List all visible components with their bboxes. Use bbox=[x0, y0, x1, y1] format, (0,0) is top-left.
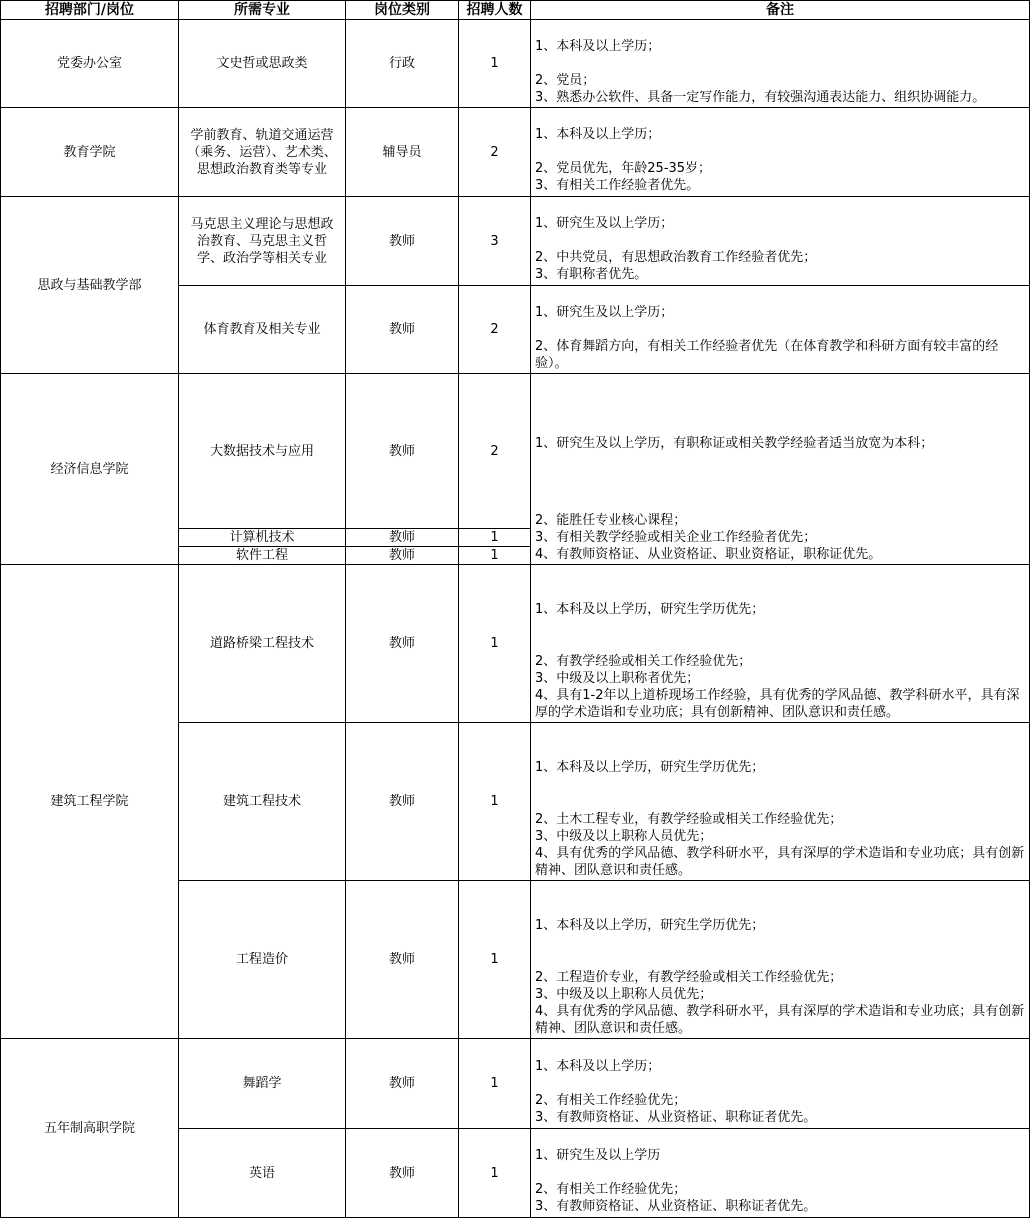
major-cell: 舞蹈学 bbox=[179, 1039, 346, 1129]
type-cell: 教师 bbox=[346, 723, 459, 881]
note-line: 1、研究生及以上学历； bbox=[535, 305, 674, 320]
count-cell: 1 bbox=[459, 20, 531, 108]
type-cell: 教师 bbox=[346, 565, 459, 723]
note-line: 2、土木工程专业，有教学经验或相关工作经验优先； bbox=[535, 812, 843, 827]
note-line: 2、党员； bbox=[535, 73, 596, 88]
note-line: 3、有教师资格证、从业资格证、职称证者优先。 bbox=[535, 1110, 817, 1125]
notes-cell bbox=[531, 565, 1030, 723]
note-line: 3、有职称者优先。 bbox=[535, 267, 648, 282]
notes-cell bbox=[531, 1129, 1030, 1218]
notes-cell bbox=[531, 881, 1030, 1039]
major-cell: 文史哲或思政类 bbox=[179, 20, 346, 108]
type-cell: 教师 bbox=[346, 1039, 459, 1129]
count-cell: 1 bbox=[459, 1039, 531, 1129]
notes-cell bbox=[531, 108, 1030, 197]
note-line: 1、研究生及以上学历，有职称证或相关教学经验者适当放宽为本科； bbox=[535, 436, 934, 451]
note-line: 3、有相关工作经验者优先。 bbox=[535, 178, 700, 193]
dept-cell: 五年制高职学院 bbox=[0, 1039, 179, 1218]
type-cell: 教师 bbox=[346, 374, 459, 529]
note-line: 1、本科及以上学历，研究生学历优先； bbox=[535, 918, 765, 933]
type-cell: 教师 bbox=[346, 1129, 459, 1218]
notes-cell bbox=[531, 20, 1030, 108]
note-line: 1、本科及以上学历； bbox=[535, 39, 661, 54]
note-line: 1、研究生及以上学历 bbox=[535, 1148, 661, 1163]
note-line: 1、本科及以上学历，研究生学历优先； bbox=[535, 602, 765, 617]
notes-cell bbox=[531, 286, 1030, 374]
type-cell: 辅导员 bbox=[346, 108, 459, 197]
note-line: 2、体育舞蹈方向，有相关工作经验者优先（在体育教学和科研方面有较丰富的经验）。 bbox=[535, 339, 999, 371]
count-cell: 1 bbox=[459, 1129, 531, 1218]
note-line: 4、具有优秀的学风品德、教学科研水平，具有深厚的学术造诣和专业功底；具有创新精神、团队意识和责任感。 bbox=[535, 846, 1025, 878]
note-line: 3、中级及以上职称人员优先； bbox=[535, 987, 713, 1002]
header-count: 招聘人数 bbox=[459, 0, 531, 20]
note-line: 4、有教师资格证、从业资格证、职业资格证，职称证优先。 bbox=[535, 547, 882, 562]
note-line: 3、中级及以上职称者优先； bbox=[535, 671, 700, 686]
count-cell: 2 bbox=[459, 108, 531, 197]
header-type: 岗位类别 bbox=[346, 0, 459, 20]
count-cell: 1 bbox=[459, 881, 531, 1039]
major-cell: 计算机技术 bbox=[179, 529, 346, 547]
type-cell: 教师 bbox=[346, 547, 459, 565]
count-cell: 2 bbox=[459, 374, 531, 529]
note-line: 1、本科及以上学历，研究生学历优先； bbox=[535, 760, 765, 775]
note-line: 2、工程造价专业，有教学经验或相关工作经验优先； bbox=[535, 970, 843, 985]
dept-cell: 建筑工程学院 bbox=[0, 565, 179, 1039]
major-cell: 学前教育、轨道交通运营（乘务、运营）、艺术类、思想政治教育类等专业 bbox=[179, 108, 346, 197]
major-cell: 工程造价 bbox=[179, 881, 346, 1039]
note-line: 3、熟悉办公软件、具备一定写作能力，有较强沟通表达能力、组织协调能力。 bbox=[535, 90, 986, 105]
major-cell: 道路桥梁工程技术 bbox=[179, 565, 346, 723]
note-line: 2、中共党员，有思想政治教育工作经验者优先； bbox=[535, 250, 817, 265]
notes-cell bbox=[531, 1039, 1030, 1129]
major-cell: 英语 bbox=[179, 1129, 346, 1218]
header-major: 所需专业 bbox=[179, 0, 346, 20]
note-line: 4、具有优秀的学风品德、教学科研水平，具有深厚的学术造诣和专业功底；具有创新精神、团队意识和责任感。 bbox=[535, 1004, 1025, 1036]
count-cell: 1 bbox=[459, 723, 531, 881]
dept-cell: 教育学院 bbox=[0, 108, 179, 197]
count-cell: 2 bbox=[459, 286, 531, 374]
notes-cell bbox=[531, 723, 1030, 881]
major-cell: 大数据技术与应用 bbox=[179, 374, 346, 529]
type-cell: 教师 bbox=[346, 286, 459, 374]
notes-cell bbox=[531, 197, 1030, 286]
notes-cell bbox=[531, 374, 1030, 565]
note-line: 2、能胜任专业核心课程； bbox=[535, 513, 687, 528]
dept-cell: 思政与基础教学部 bbox=[0, 197, 179, 374]
count-cell: 1 bbox=[459, 565, 531, 723]
note-line: 1、本科及以上学历； bbox=[535, 1059, 661, 1074]
note-line: 4、具有1-2年以上道桥现场工作经验，具有优秀的学风品德、教学科研水平，具有深厚的学术造诣和专业功底；具有创新精神、团队意识和责任感。 bbox=[535, 688, 1020, 720]
note-line: 1、本科及以上学历； bbox=[535, 127, 661, 142]
count-cell: 1 bbox=[459, 547, 531, 565]
count-cell: 3 bbox=[459, 197, 531, 286]
header-notes: 备注 bbox=[531, 0, 1030, 20]
dept-cell: 党委办公室 bbox=[0, 20, 179, 108]
note-line: 3、中级及以上职称人员优先； bbox=[535, 829, 713, 844]
type-cell: 教师 bbox=[346, 529, 459, 547]
note-line: 3、有相关教学经验或相关企业工作经验者优先； bbox=[535, 530, 817, 545]
type-cell: 教师 bbox=[346, 197, 459, 286]
note-line: 2、有教学经验或相关工作经验优先； bbox=[535, 654, 752, 669]
count-cell: 1 bbox=[459, 529, 531, 547]
note-line: 1、研究生及以上学历； bbox=[535, 216, 674, 231]
note-line: 2、有相关工作经验优先； bbox=[535, 1182, 687, 1197]
dept-cell: 经济信息学院 bbox=[0, 374, 179, 565]
note-line: 3、有教师资格证、从业资格证、职称证者优先。 bbox=[535, 1199, 817, 1214]
major-cell: 软件工程 bbox=[179, 547, 346, 565]
major-cell: 马克思主义理论与思想政治教育、马克思主义哲学、政治学等相关专业 bbox=[179, 197, 346, 286]
major-cell: 体育教育及相关专业 bbox=[179, 286, 346, 374]
note-line: 2、党员优先，年龄25-35岁； bbox=[535, 161, 712, 176]
major-cell: 建筑工程技术 bbox=[179, 723, 346, 881]
note-line: 2、有相关工作经验优先； bbox=[535, 1093, 687, 1108]
type-cell: 行政 bbox=[346, 20, 459, 108]
type-cell: 教师 bbox=[346, 881, 459, 1039]
header-dept: 招聘部门/岗位 bbox=[0, 0, 179, 20]
